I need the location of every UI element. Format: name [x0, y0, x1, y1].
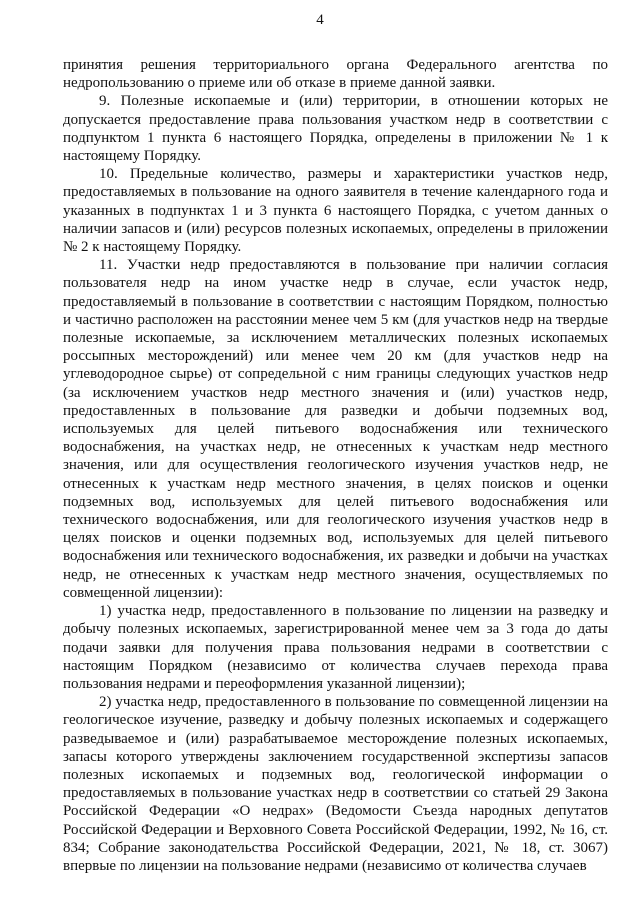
paragraph-item-10: 10. Предельные количество, размеры и характеристики участков недр, предоставляемых в пользование на одного заявителя в течение календарного года и указанных в подпунктах 1 и 3 пункта 6 настоящего Порядка, с учетом данных о наличии запасов и (или) ресурсов полезных ископаемых, определены в приложении № 2 к настоящему Порядку.	[63, 166, 608, 256]
paragraph-subitem-1: 1) участка недр, предоставленного в пользование по лицензии на разведку и добычу полезных ископаемых, зарегистрированной менее чем за 3 года до даты подачи заявки для получения права пользования недрами в соответствии с настоящим Порядком (независимо от количества случаев перехода права пользования недрами и переоформления указанной лицензии);	[63, 603, 608, 692]
paragraph-item-9: 9. Полезные ископаемые и (или) территории, в отношении которых не допускается предоставление права пользования участком недр в соответствии с подпунктом 1 пункта 6 настоящего Порядка, определены в приложении № 1 к настоящему Порядку.	[63, 93, 608, 165]
paragraph-item-11: 11. Участки недр предоставляются в пользование при наличии согласия пользователя недр на ином участке недр в случае, если участок недр, предоставляемый в пользование в соответствии с настоящим Порядком, полностью и частично расположен на расстоянии менее чем 5 км (для участков недр на твердые полезные ископаемые, за исключением металлических полезных ископаемых россыпных месторождений) или менее чем 20 км (для участков недр на углеводородное сырье) от сопредельной с ним границы следующих участков недр (за исключением участков недр местного значения и (или) участков недр, предоставленных в пользование для разведки и добычи подземных вод, используемых для целей питьевого водоснабжения или технического водоснабжения, на участках недр, не отнесенных к участкам недр местного значения, или для осуществления геологического изучения участков недр, не отнесенных к участкам недр местного значения, в целях поисков и оценки подземных вод, используемых для целей питьевого водоснабжения или технического водоснабжения, или для геологического изучения участков недр в целях поисков и оценки подземных вод, используемых для целей питьевого водоснабжения или технического водоснабжения, их разведки и добычи на участках недр, не отнесенных к участкам недр местного значения, осуществляемых по совмещенной лицензии):	[63, 257, 608, 601]
paragraph-continuation: принятия решения территориального органа Федерального агентства по недропользованию о приеме или об отказе в приеме данной заявки.	[63, 57, 608, 92]
page-number: 4	[316, 12, 324, 28]
document-body	[63, 56, 608, 875]
paragraph-subitem-2: 2) участка недр, предоставленного в пользование по совмещенной лицензии на геологическое изучение, разведку и добычу полезных ископаемых и содержащего разведываемое и (или) разрабатываемое месторождение полезных ископаемых, запасы которого утверждены заключением государственной экспертизы запасов полезных ископаемых и подземных вод, геологической информации о предоставляемых в пользование участках недр в соответствии со статьей 29 Закона Российской Федерации «О недрах» (Ведомости Съезда народных депутатов Российской Федерации и Верховного Совета Российской Федерации, 1992, № 16, ст. 834; Собрание законодательства Российской Федерации, 2021, № 18, ст. 3067) впервые по лицензии на пользование недрами (независимо от количества случаев	[63, 694, 608, 874]
